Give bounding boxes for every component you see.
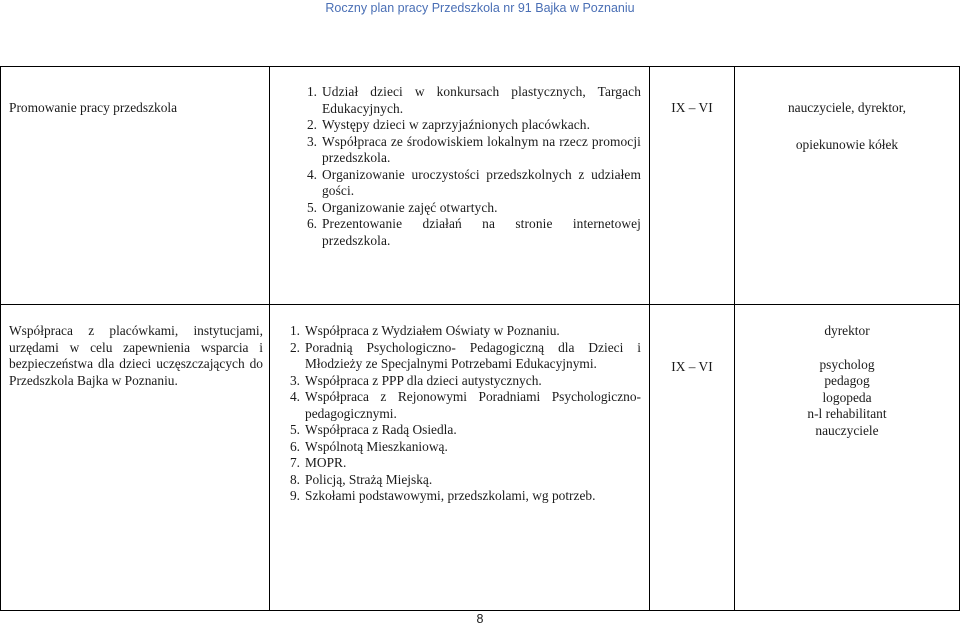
item-number: 4.	[289, 389, 300, 404]
item-number: 3.	[289, 372, 300, 388]
page-footer	[0, 612, 960, 626]
item-number: 7.	[289, 455, 300, 470]
list-item	[278, 422, 641, 439]
responsible-line: nauczyciele, dyrektor,	[787, 100, 907, 115]
table-row	[1, 305, 960, 611]
document-header	[0, 0, 960, 15]
item-number: 6.	[306, 216, 317, 231]
list-item	[278, 439, 641, 456]
responsible-cell	[735, 305, 960, 611]
responsible-line: dyrektor	[824, 323, 870, 338]
item-text: Współpraca z Radą Osiedla.	[305, 422, 457, 437]
item-text: Współpraca z PPP dla dzieci autystycznych.	[305, 372, 542, 388]
tasks-cell	[270, 67, 650, 305]
list-item	[278, 488, 641, 505]
item-text: Wspólnotą Mieszkaniową.	[305, 438, 448, 454]
list-item	[295, 167, 641, 200]
list-item	[278, 389, 641, 422]
responsible-line: psycholog	[819, 356, 875, 372]
item-number: 4.	[306, 166, 317, 182]
list-item	[295, 216, 641, 249]
list-item	[278, 455, 641, 472]
page-number: 8	[476, 612, 484, 626]
term-text: IX – VI	[671, 359, 713, 374]
item-text: Szkołami podstawowymi, przedszkolami, wg potrzeb.	[305, 488, 596, 503]
plan-table	[0, 66, 960, 611]
list-item	[295, 134, 641, 167]
term-text: IX – VI	[671, 100, 713, 115]
item-text: Udział dzieci w konkursach plastycznych, Targach Edukacyjnych.	[322, 84, 641, 116]
item-text: Współpraca z Wydziałem Oświaty w Poznaniu.	[305, 323, 560, 338]
item-text: Organizowanie zajęć otwartych.	[322, 199, 498, 215]
item-number: 1.	[289, 323, 300, 338]
responsible-line: pedagog	[824, 373, 870, 388]
topic-cell	[1, 67, 270, 305]
list-item	[278, 323, 641, 340]
item-text: Występy dzieci w zaprzyjaźnionych placówkach.	[322, 117, 591, 132]
responsible-line: opiekunowie kółek	[795, 136, 899, 152]
item-number: 6.	[289, 438, 300, 454]
list-item	[295, 117, 641, 134]
item-text: Policją, Strażą Miejską.	[305, 471, 433, 487]
list-item	[295, 84, 641, 117]
tasks-cell	[270, 305, 650, 611]
topic-text: Współpraca z placówkami, instytucjami, urzędami w celu zapewnienia wsparcia i bezpieczeństwa dla dzieci uczęszczających do Przedszkola Bajka w Poznaniu.	[9, 323, 263, 388]
list-item	[295, 200, 641, 217]
item-number: 8.	[289, 471, 300, 487]
responsible-line: nauczyciele	[815, 422, 879, 438]
item-number: 3.	[306, 133, 317, 149]
responsible-line: logopeda	[822, 389, 872, 405]
list-item	[278, 472, 641, 489]
item-number: 5.	[289, 422, 300, 437]
responsible-line: n-l rehabilitant	[807, 406, 887, 421]
item-number: 2.	[289, 339, 300, 355]
item-number: 1.	[306, 84, 317, 99]
task-list	[270, 305, 649, 505]
item-number: 2.	[306, 117, 317, 132]
responsible-cell	[735, 67, 960, 305]
item-text: Poradnią Psychologiczno- Pedagogiczną dla Dzieci i Młodzieży ze Specjalnymi Potrzebami Edukacyjnymi.	[305, 339, 641, 371]
item-text: Organizowanie uroczystości przedszkolnych z udziałem gości.	[322, 166, 641, 198]
item-text: Współpraca z Rejonowymi Poradniami Psychologiczno-pedagogicznymi.	[305, 389, 641, 421]
item-text: Prezentowanie działań na stronie internetowej przedszkola.	[322, 216, 641, 248]
task-list	[270, 67, 649, 249]
item-number: 5.	[306, 199, 317, 215]
table-row	[1, 67, 960, 305]
item-text: Współpraca ze środowiskiem lokalnym na rzecz promocji przedszkola.	[322, 133, 641, 165]
topic-text: Promowanie pracy przedszkola	[9, 100, 178, 115]
list-item	[278, 340, 641, 373]
term-cell	[650, 305, 735, 611]
item-number: 9.	[289, 488, 300, 503]
item-text: MOPR.	[305, 455, 347, 470]
topic-cell	[1, 305, 270, 611]
header-title: Roczny plan pracy Przedszkola nr 91 Bajka w Poznaniu	[325, 1, 635, 15]
term-cell	[650, 67, 735, 305]
list-item	[278, 373, 641, 390]
